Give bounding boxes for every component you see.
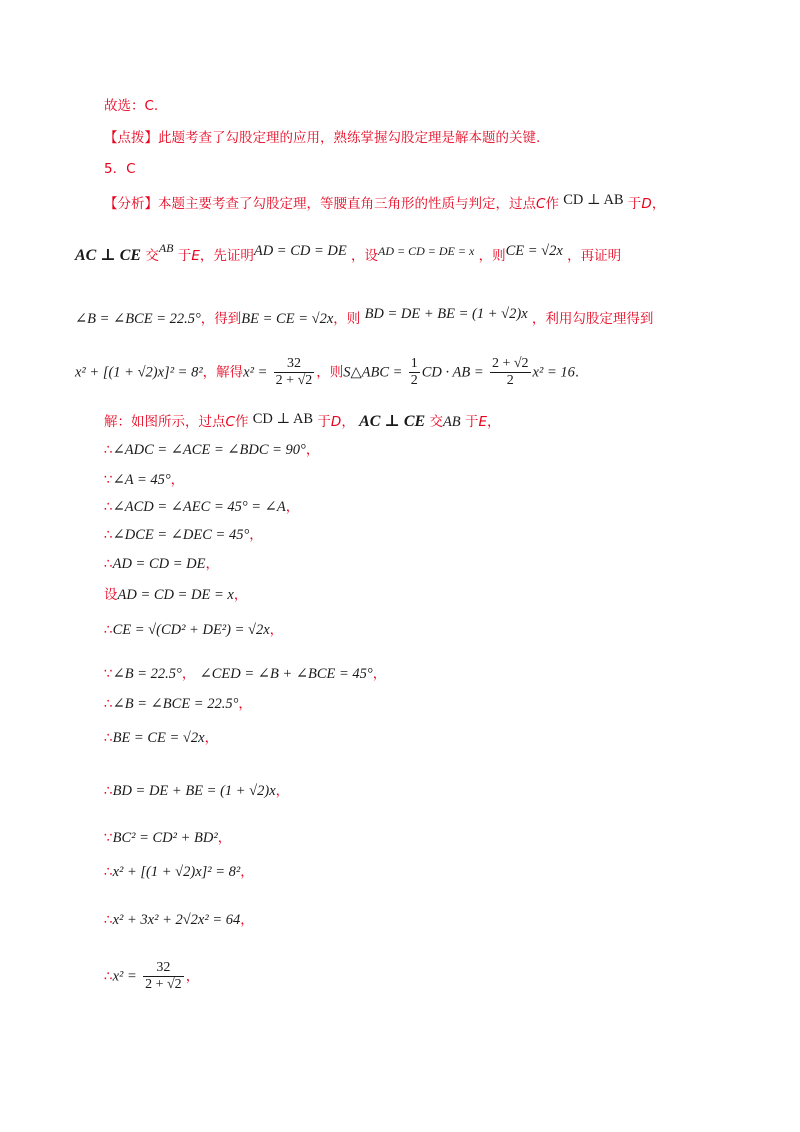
step-line: ∴x² + 3x² + 2√2x² = 64， <box>104 912 254 928</box>
math-expression: AC ⊥ CE <box>75 247 142 264</box>
step-line: ∴CE = √(CD² + DE²) = √2x， <box>104 622 284 638</box>
step-line: ∴BD = DE + BE = (1 + √2)x， <box>104 783 290 799</box>
fraction: $\frac{2 + √2}{2}$ <box>491 356 529 388</box>
line-tip: 【点拨】此题考查了勾股定理的应用，熟练掌握勾股定理是解本题的关键. <box>104 130 541 146</box>
step-line: ∵∠B = 22.5°， ∠CED = ∠B + ∠BCE = 45°， <box>104 666 387 682</box>
line-analysis-1: 【分析】本题主要考查了勾股定理，等腰直角三角形的性质与判定，过点C作 CD ⊥ AB 于D， <box>104 192 666 212</box>
step-line: ∴∠ACD = ∠AEC = 45° = ∠A， <box>104 499 300 515</box>
step-line: 设AD = CD = DE = x， <box>104 587 248 603</box>
step-line: ∴AD = CD = DE， <box>104 556 219 572</box>
line-analysis-2: AC ⊥ CE 交AB 于E，先证明AD = CD = DE ，设AD = CD = DE = x ，则CE = √2x ，再证明 <box>75 241 622 264</box>
step-line: ∴BE = CE = √2x， <box>104 730 219 746</box>
line-question-number: 5．C <box>104 161 136 177</box>
line-solution-intro: 解：如图所示，过点C作 CD ⊥ AB 于D， AC ⊥ CE 交AB 于E， <box>104 411 501 430</box>
line-conclusion: 故选：C. <box>104 98 159 114</box>
step-line: ∴x² = $\frac{32}{2 + √2}$ ， <box>104 960 200 992</box>
step-line: ∵∠A = 45°， <box>104 472 185 488</box>
step-line: ∴x² + [(1 + √2)x]² = 8²， <box>104 864 254 880</box>
line-analysis-3: ∠B = ∠BCE = 22.5°，得到BE = CE = √2x，则 BD = DE + BE = (1 + √2)x ，利用勾股定理得到 <box>75 306 654 327</box>
step-line: ∴∠DCE = ∠DEC = 45°， <box>104 527 263 543</box>
fraction: $\frac{32}{2 + √2}$ <box>145 960 182 992</box>
math-expression: CD ⊥ AB <box>563 192 624 208</box>
line-analysis-4: x² + [(1 + √2)x]² = 8²，解得x² = $\frac{32}{2 + √2}$ ，则S△ABC = $\frac{1}{2}$ CD · AB = $\frac{2 + √2}{2}$ x² = 16. <box>75 356 580 388</box>
step-line: ∴∠B = ∠BCE = 22.5°， <box>104 696 252 712</box>
step-line: ∴∠ADC = ∠ACE = ∠BDC = 90°， <box>104 442 320 458</box>
fraction: $\frac{1}{2}$ <box>410 356 418 388</box>
fraction: $\frac{32}{2 + √2}$ <box>275 356 313 388</box>
step-line: ∵BC² = CD² + BD²， <box>104 830 232 846</box>
